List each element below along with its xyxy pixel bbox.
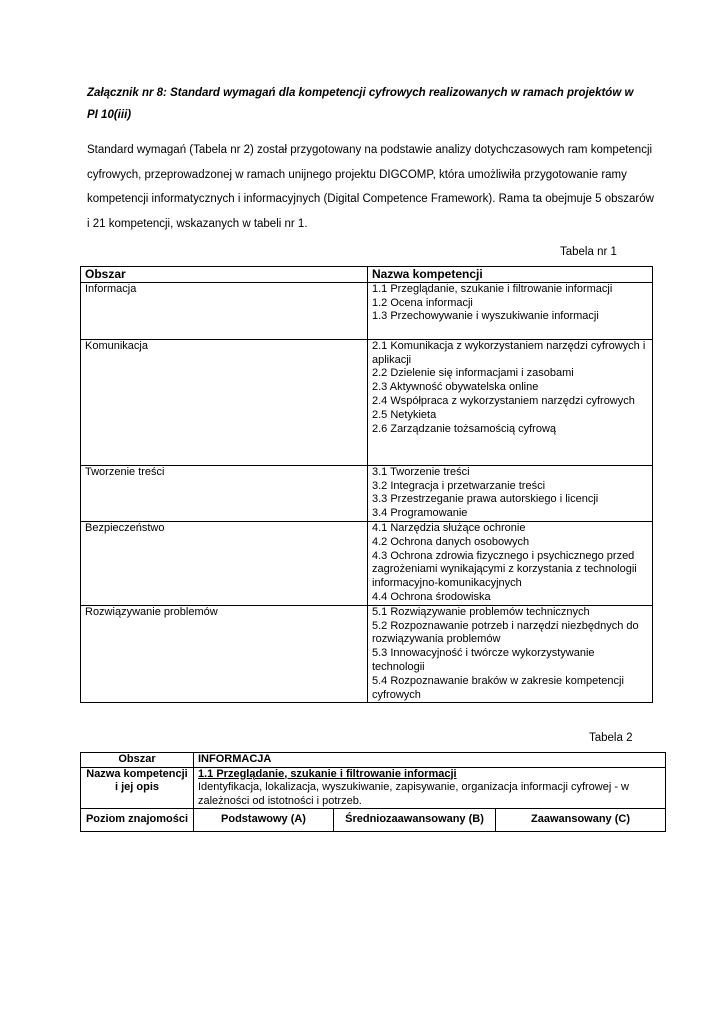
competence-cell — [368, 339, 653, 465]
competence-item: 5.3 Innowacyjność i twórcze wykorzystywanie technologii — [372, 647, 595, 673]
competence-item: 2.4 Współpraca z wykorzystaniem narzędzi cyfrowych — [372, 394, 635, 407]
competence-item: 3.4 Programowanie — [372, 507, 468, 520]
header-competence: Nazwa kompetencji — [368, 267, 653, 283]
table2-caption: Tabela 2 — [589, 732, 633, 744]
area-cell: Bezpieczeństwo — [81, 521, 368, 605]
competence-item: 4.4 Ochrona środowiska — [372, 590, 491, 603]
table-row — [81, 465, 653, 521]
area-cell: Rozwiązywanie problemów — [81, 605, 368, 703]
table-row — [81, 282, 653, 339]
area-label: Obszar — [81, 753, 194, 768]
competence-name: 1.1 Przeglądanie, szukanie i filtrowanie informacji — [198, 767, 457, 780]
area-value: INFORMACJA — [194, 753, 666, 768]
competence-item: 5.1 Rozwiązywanie problemów technicznych — [372, 605, 590, 618]
competence-standard-table — [80, 752, 666, 832]
table-row — [81, 339, 653, 465]
document-title: Załącznik nr 8: Standard wymagań dla kompetencji cyfrowych realizowanych w ramach projektów w PI 10(iii) — [87, 87, 634, 121]
competence-item: 3.1 Tworzenie treści — [372, 465, 470, 478]
competence-item: 4.1 Narzędzia służące ochronie — [372, 521, 526, 534]
competence-item: 5.2 Rozpoznawanie potrzeb i narzędzi niezbędnych do rozwiązywania problemów — [372, 619, 639, 646]
intro-paragraph: Standard wymagań (Tabela nr 2) został przygotowany na podstawie analizy dotychczasowych ram kompetencji cyfrowych, przeprowadzonej w ramach unijnego projektu DIGCOMP, która umożliwiła przygotowanie ramy kompetencji informatycznych i informacyjnych (Digital Competence Framework). Rama ta obejmuje 5 obszarów i 21 kompetencji, wskazanych w tabeli nr 1. — [87, 144, 654, 230]
competence-cell — [368, 282, 653, 339]
competence-item: 2.3 Aktywność obywatelska online — [372, 381, 539, 394]
competence-item: 1.3 Przechowywanie i wyszukiwanie informacji — [372, 310, 599, 323]
area-cell: Informacja — [81, 282, 368, 339]
table-row — [81, 521, 653, 605]
table-header-row — [81, 267, 653, 283]
competence-cell — [368, 605, 653, 703]
competence-item: 2.2 Dzielenie się informacjami i zasobami — [372, 367, 574, 380]
competence-cell — [368, 521, 653, 605]
area-cell: Tworzenie treści — [81, 465, 368, 521]
competence-item: 3.2 Integracja i przetwarzanie treści — [372, 479, 546, 492]
competence-item: 4.3 Ochrona zdrowia fizycznego i psychicznego przed zagrożeniami wynikającymi z korzystania z technologii informacyjno-komunikacyjnych — [372, 549, 637, 590]
competence-item: 5.4 Rozpoznawanie braków w zakresie kompetencji cyfrowych — [372, 674, 624, 701]
level-intermediate: Średniozaawansowany (B) — [334, 809, 496, 832]
competence-description: Identyfikacja, lokalizacja, wyszukiwanie, zapisywanie, organizacja informacji cyfrowej - w zależności od istotności i potrzeb. — [198, 781, 630, 807]
competence-item: 2.5 Netykieta — [372, 408, 437, 421]
competence-label: Nazwa kompetencji i jej opis — [81, 767, 194, 809]
table-row — [81, 605, 653, 703]
competence-cell — [368, 465, 653, 521]
table-row — [81, 767, 666, 809]
competence-item: 2.1 Komunikacja z wykorzystaniem narzędzi cyfrowych i aplikacji — [372, 339, 646, 366]
competence-item: 1.1 Przeglądanie, szukanie i filtrowanie informacji — [372, 282, 613, 295]
competence-areas-table — [80, 266, 653, 703]
competence-item: 1.2 Ocena informacji — [372, 296, 473, 309]
competence-item: 3.3 Przestrzeganie prawa autorskiego i licencji — [372, 493, 599, 506]
level-advanced: Zaawansowany (C) — [496, 809, 666, 832]
table1-caption: Tabela nr 1 — [560, 246, 617, 258]
level-basic: Podstawowy (A) — [194, 809, 334, 832]
header-area: Obszar — [81, 267, 368, 283]
table-row — [81, 809, 666, 832]
competence-description-cell — [194, 767, 666, 809]
table-row — [81, 753, 666, 768]
competence-item: 4.2 Ochrona danych osobowych — [372, 535, 530, 548]
area-cell: Komunikacja — [81, 339, 368, 465]
level-label: Poziom znajomości — [81, 809, 194, 832]
competence-item: 2.6 Zarządzanie tożsamością cyfrową — [372, 422, 557, 435]
